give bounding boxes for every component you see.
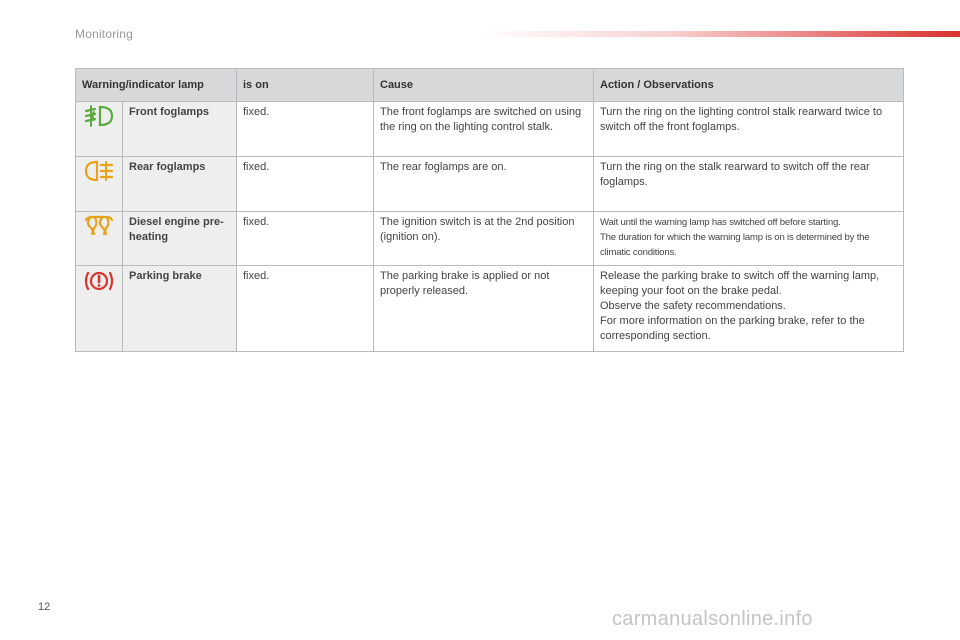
- lamp-is-on: fixed.: [237, 157, 374, 212]
- table-header-row: [76, 69, 904, 102]
- lamp-name: Front foglamps: [123, 102, 237, 157]
- action-line: For more information on the parking brake, refer to the corresponding section.: [600, 315, 865, 342]
- rear-foglamps-icon: [82, 160, 116, 182]
- lamp-name: Diesel engine pre-heating: [123, 212, 237, 266]
- lamp-action: [594, 157, 904, 212]
- table-row: [76, 157, 904, 212]
- table-row: [76, 212, 904, 266]
- lamp-action: [594, 266, 904, 352]
- lamp-is-on: fixed.: [237, 266, 374, 352]
- lamp-cause: The front foglamps are switched on using the ring on the lighting control stalk.: [374, 102, 594, 157]
- watermark-text: carmanualsonline.info: [612, 608, 813, 630]
- header-warning-lamp: Warning/indicator lamp: [76, 69, 237, 102]
- lamp-is-on: fixed.: [237, 102, 374, 157]
- lamp-is-on: fixed.: [237, 212, 374, 266]
- lamp-cause: The ignition switch is at the 2nd position (ignition on).: [374, 212, 594, 266]
- header-is-on: is on: [237, 69, 374, 102]
- front-foglamps-icon: [82, 105, 116, 127]
- parking-brake-icon: [82, 269, 116, 293]
- warning-lamp-table: [75, 68, 904, 352]
- header-accent-bar: [478, 31, 960, 37]
- table-row: [76, 102, 904, 157]
- action-line: Release the parking brake to switch off the warning lamp, keeping your foot on the brake pedal.: [600, 270, 880, 297]
- lamp-name: Rear foglamps: [123, 157, 237, 212]
- action-line: Turn the ring on the lighting control stalk rearward twice to switch off the front foglamps.: [600, 106, 883, 133]
- header-action: Action / Observations: [594, 69, 904, 102]
- action-line: The duration for which the warning lamp is on is determined by the climatic conditions.: [600, 232, 870, 258]
- lamp-action: [594, 212, 904, 266]
- section-title: Monitoring: [75, 27, 134, 41]
- header-cause: Cause: [374, 69, 594, 102]
- action-line: Observe the safety recommendations.: [600, 300, 786, 312]
- lamp-name: Parking brake: [123, 266, 237, 352]
- action-line: Wait until the warning lamp has switched off before starting.: [600, 217, 841, 228]
- lamp-cause: The rear foglamps are on.: [374, 157, 594, 212]
- page-number: 12: [38, 601, 51, 613]
- table-row: [76, 266, 904, 352]
- lamp-action: [594, 102, 904, 157]
- lamp-cause: The parking brake is applied or not properly released.: [374, 266, 594, 352]
- diesel-preheating-icon: [82, 215, 116, 237]
- action-line: Turn the ring on the stalk rearward to switch off the rear foglamps.: [600, 161, 870, 188]
